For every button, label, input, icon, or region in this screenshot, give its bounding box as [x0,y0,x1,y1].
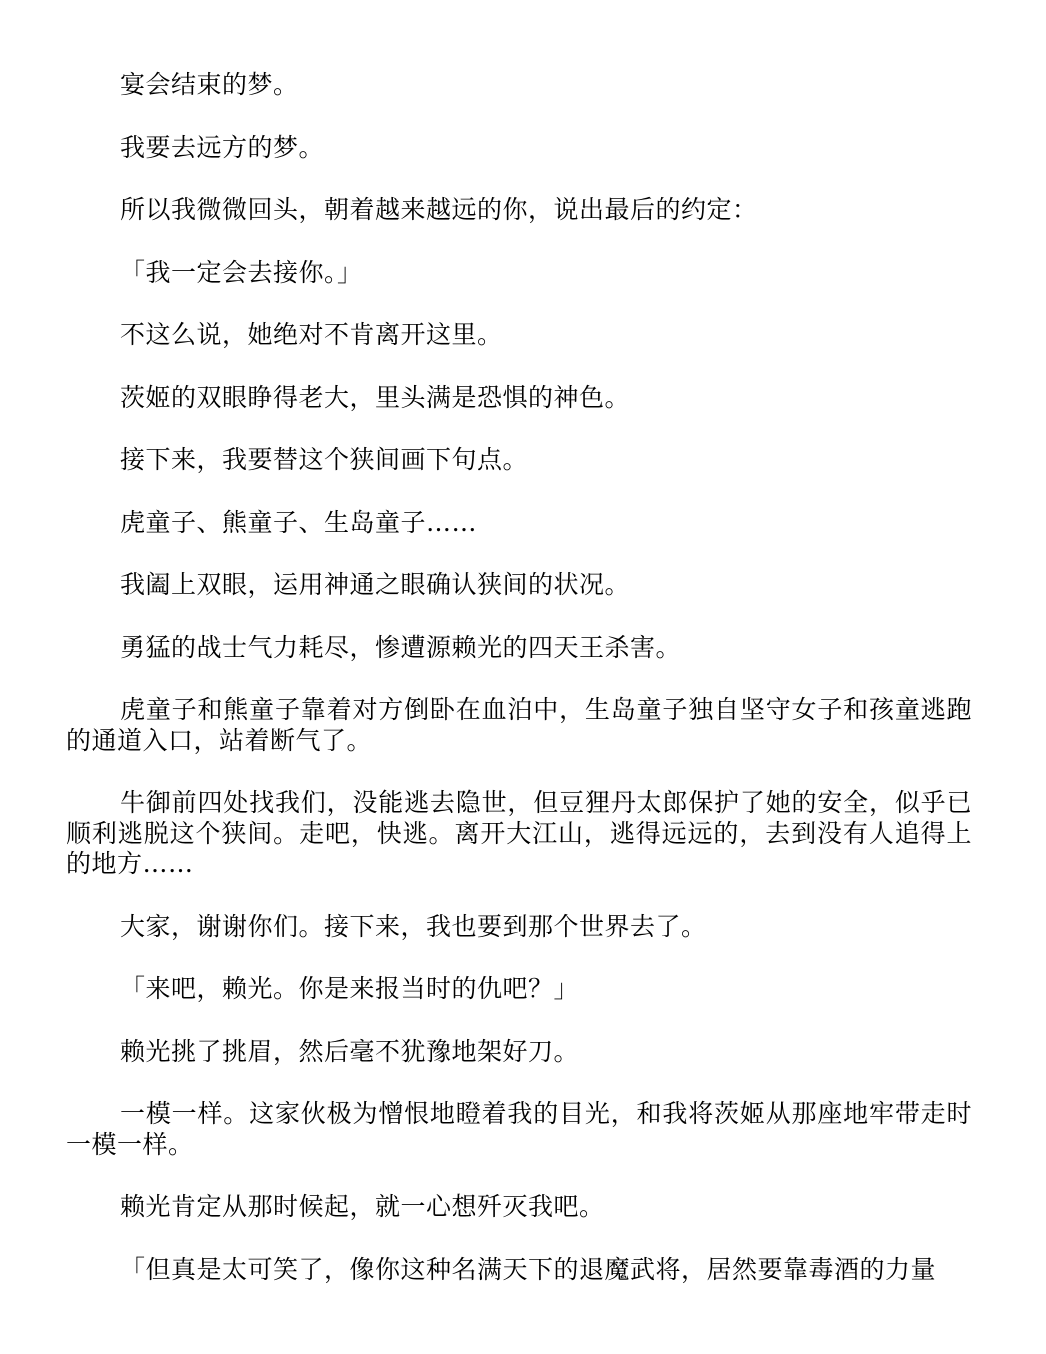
paragraph-15: 赖光挑了挑眉，然后毫不犹豫地架好刀。 [120,1036,580,1066]
paragraph-2: 我要去远方的梦。 [120,132,325,162]
paragraph-3: 所以我微微回头，朝着越来越远的你，说出最后的约定： [120,195,758,224]
paragraph-10: 勇猛的战士气力耗尽，惨遭源赖光的四天王杀害。 [120,632,682,662]
paragraph-6: 茨姬的双眼睁得老大，里头满是恐惧的神色。 [120,382,631,412]
paragraph-14: 「来吧，赖光。你是来报当时的仇吧？」 [120,974,580,1003]
paragraph-18: 「但真是太可笑了，像你这种名满天下的退魔武将，居然要靠毒酒的力量 [120,1254,937,1284]
paragraph-4: 「我一定会去接你。」 [120,257,363,287]
paragraph-13: 大家，谢谢你们。接下来，我也要到那个世界去了。 [120,911,707,941]
paragraph-16: 一模一样。这家伙极为憎恨地瞪着我的目光，和我将茨姬从那座地牢带走时一模一样。 [66,1099,972,1159]
paragraph-7: 接下来，我要替这个狭间画下句点。 [120,445,529,474]
paragraph-11: 虎童子和熊童子靠着对方倒卧在血泊中，生岛童子独自坚守女子和孩童逃跑的通道入口，站着断气了。 [66,695,972,755]
paragraph-12: 牛御前四处找我们，没能逃去隐世，但豆狸丹太郎保护了她的安全，似乎已顺利逃脱这个狭间。走吧，快逃。离开大江山，逃得远远的，去到没有人追得上的地方…… [66,788,972,878]
paragraph-1: 宴会结束的梦。 [120,70,299,99]
paragraph-8: 虎童子、熊童子、生岛童子…… [120,507,478,537]
paragraph-17: 赖光肯定从那时候起，就一心想歼灭我吧。 [120,1192,605,1221]
paragraph-5: 不这么说，她绝对不肯离开这里。 [120,320,503,349]
paragraph-9: 我阖上双眼，运用神通之眼确认狭间的状况。 [120,570,631,599]
